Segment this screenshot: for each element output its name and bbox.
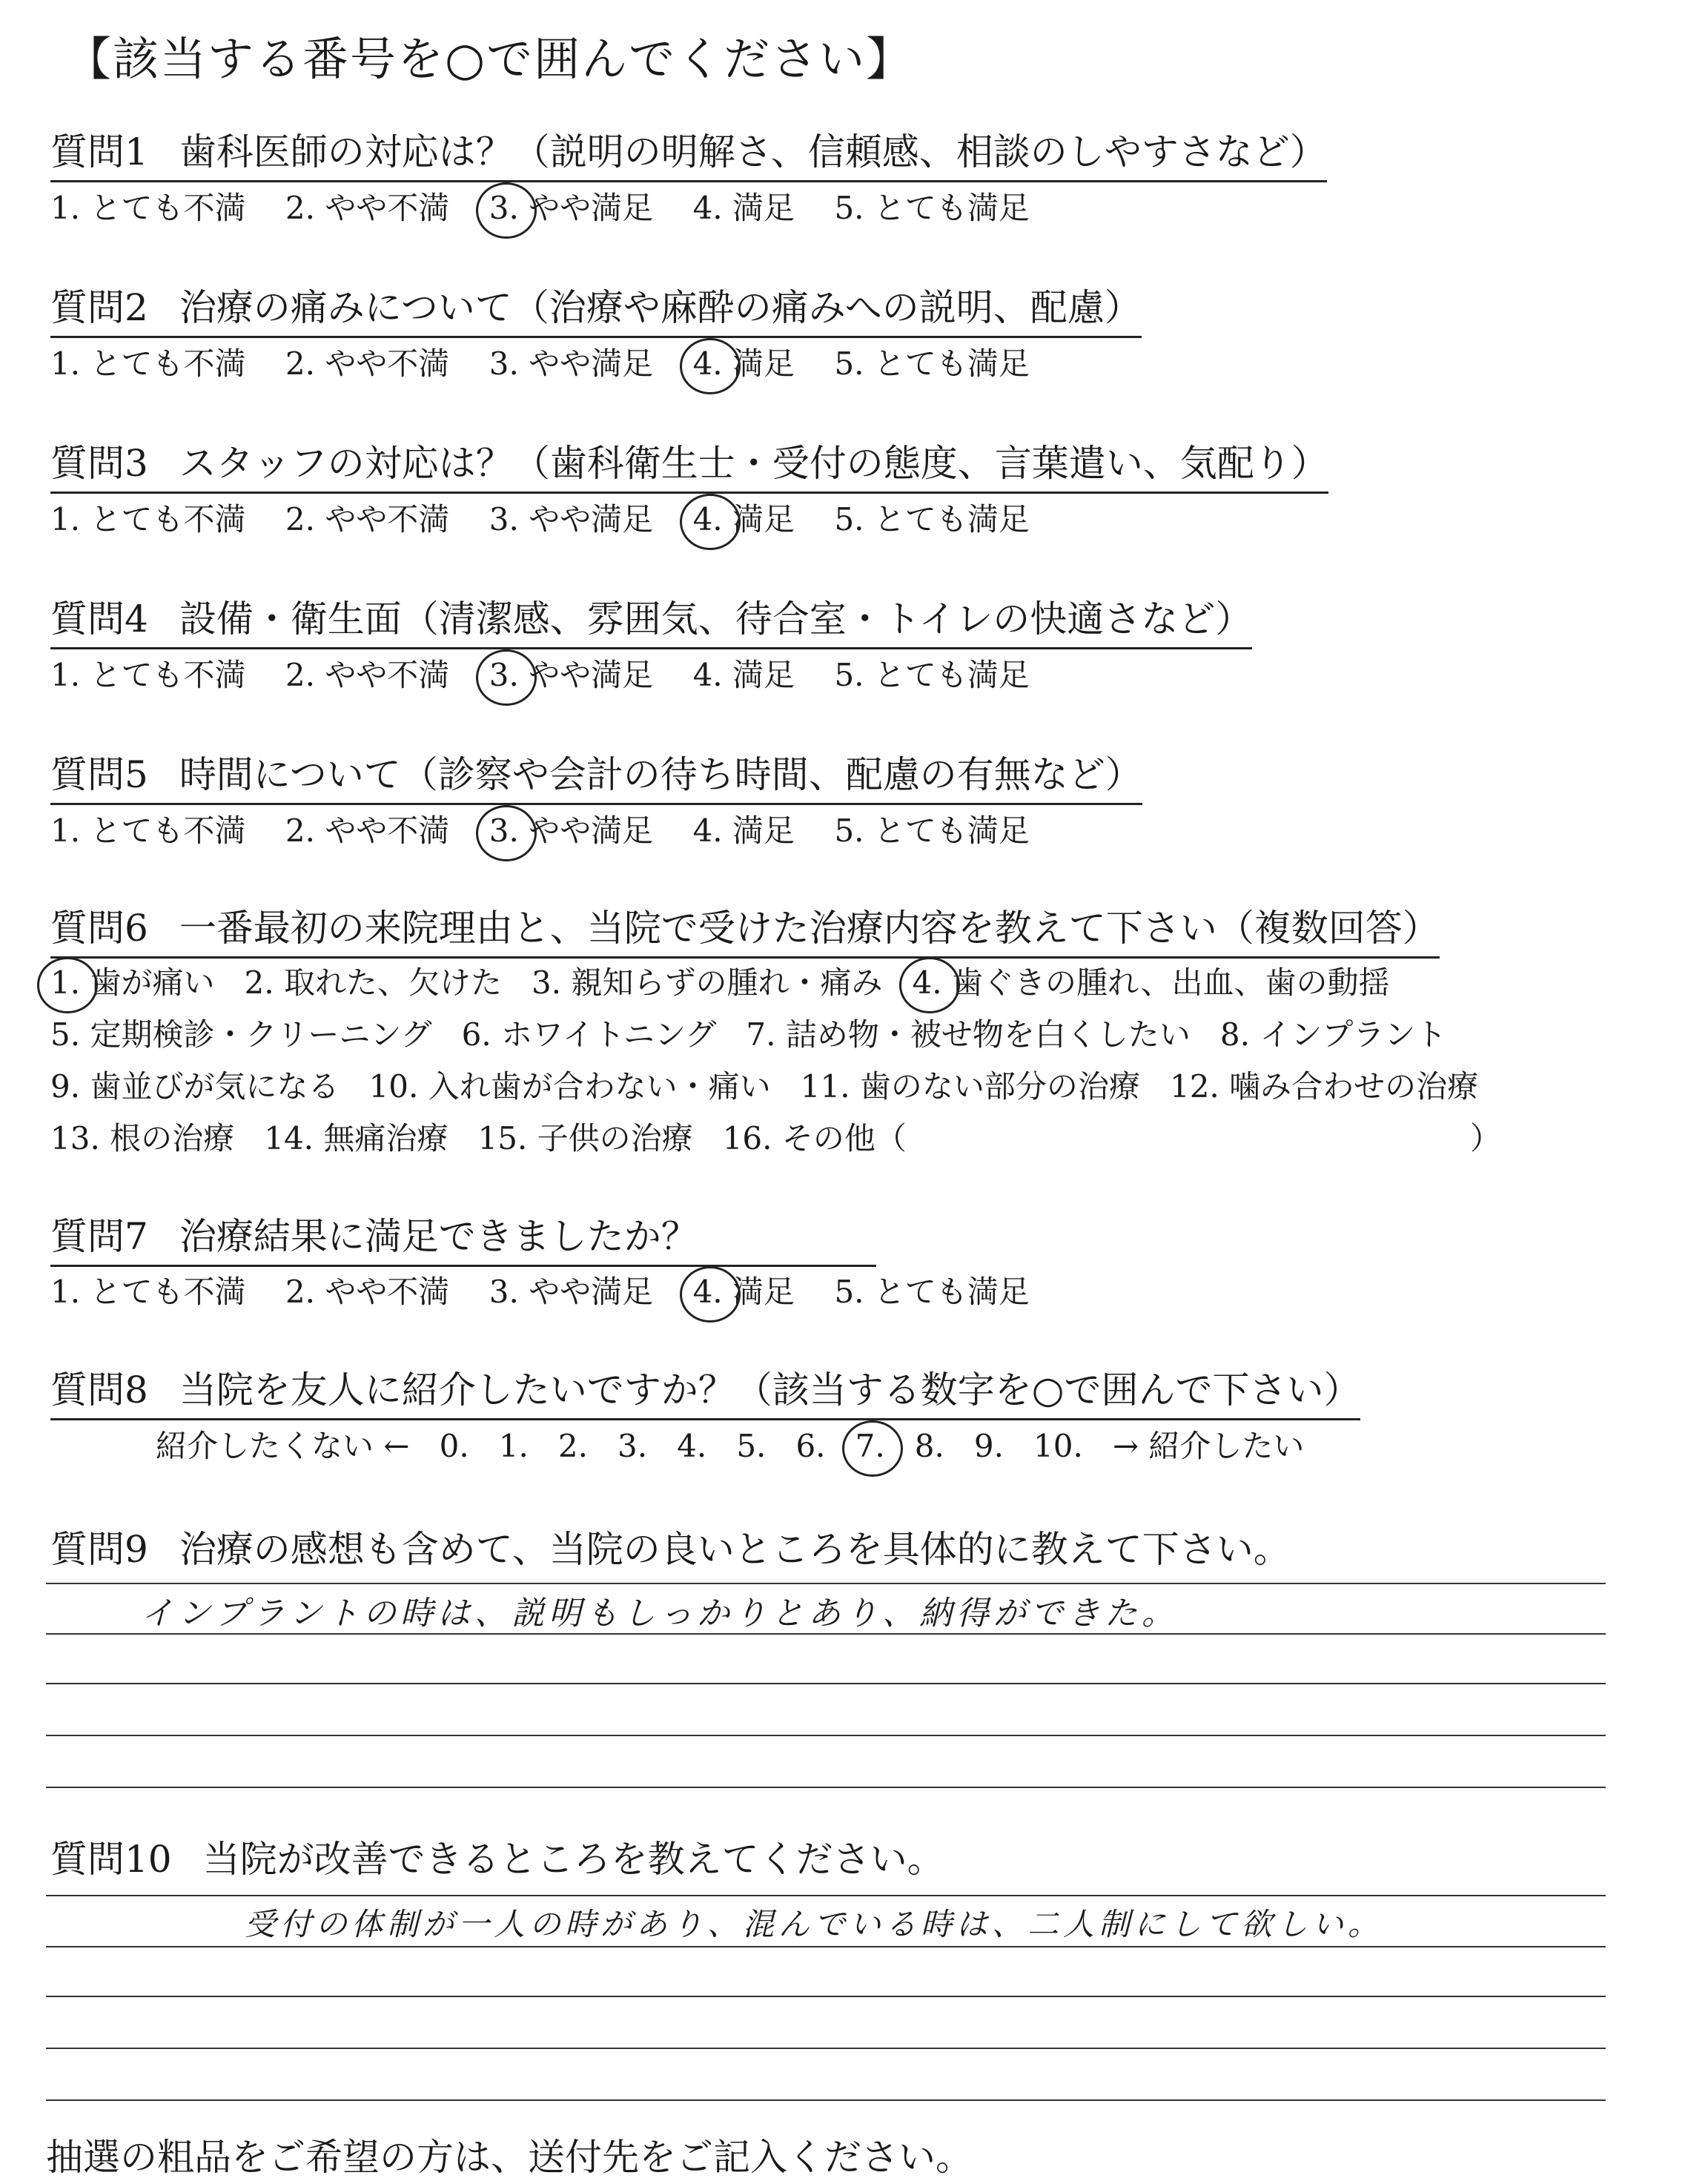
q4-options — [50, 651, 1030, 695]
option-text: やや満足 — [529, 657, 654, 693]
option-text: やや満足 — [529, 345, 654, 382]
scale-num[interactable]: 1. — [498, 1428, 529, 1464]
question-7 — [50, 1207, 876, 1267]
option-num[interactable]: 4. — [692, 657, 723, 693]
question-text: 歯科医師の対応は？（説明の明解さ、信頼感、相談のしやすさなど） — [179, 130, 1327, 173]
option-text: やや満足 — [529, 813, 654, 849]
option-num[interactable]: 2. — [285, 190, 315, 226]
option-text: 無痛治療 — [323, 1120, 448, 1156]
option-num[interactable]: 2. — [285, 813, 315, 849]
option-text: 満足 — [732, 501, 795, 537]
option-text: 詰め物・被せ物を白くしたい — [785, 1016, 1191, 1053]
option-num[interactable]: 8. — [1219, 1016, 1250, 1053]
option-num[interactable]: 5. — [834, 345, 864, 382]
q10-answer[interactable]: 受付の体制が一人の時があり、混んでいる時は、二人制にして欲しい。 — [245, 1906, 1384, 1942]
option-text: とても不満 — [90, 345, 246, 382]
q5-options — [50, 807, 1030, 851]
question-label: 質問10 — [50, 1838, 172, 1881]
q8-scale — [156, 1422, 1304, 1466]
option-text: その他（ — [781, 1120, 907, 1156]
option-text: 歯ぐきの腫れ、出血、歯の動揺 — [951, 964, 1390, 1001]
q6-options-row-2 — [50, 1010, 1446, 1055]
option-text: とても不満 — [90, 1274, 246, 1310]
option-num[interactable]: 3. — [489, 501, 519, 537]
scale-num[interactable]: 6. — [795, 1428, 826, 1464]
option-text: 定期検診・クリーニング — [90, 1016, 432, 1053]
option-text: とても満足 — [873, 501, 1030, 537]
option-num[interactable]: 12. — [1169, 1068, 1219, 1105]
option-num[interactable]: 14. — [264, 1120, 314, 1156]
answer-line — [46, 2048, 1606, 2049]
option-num[interactable]: 5. — [834, 813, 864, 849]
question-label: 質問7 — [50, 1215, 148, 1258]
option-num[interactable]: 3. — [532, 964, 562, 1001]
option-text: やや満足 — [529, 190, 654, 226]
question-text: 治療結果に満足できましたか？ — [179, 1215, 698, 1258]
question-label: 質問4 — [50, 598, 148, 641]
q6-options-row-3 — [50, 1062, 1478, 1107]
option-text: 入れ歯が合わない・痛い — [428, 1068, 771, 1105]
option-text: 歯が痛い — [90, 964, 215, 1001]
option-num[interactable]: 15. — [477, 1120, 528, 1156]
question-label: 質問8 — [50, 1368, 148, 1411]
option-num[interactable]: 9. — [50, 1068, 81, 1105]
option-num[interactable]: 6. — [461, 1016, 491, 1053]
question-text: 治療の痛みについて（治療や麻酔の痛みへの説明、配慮） — [179, 286, 1142, 329]
option-num-selected[interactable]: 4. — [692, 501, 723, 537]
page-title: 【該当する番号を○で囲んでください】 — [65, 32, 914, 86]
option-num-selected[interactable]: 4. — [692, 1274, 723, 1310]
q9-answer[interactable]: インプラントの時は、説明もしっかりとあり、納得ができた。 — [141, 1595, 1179, 1632]
option-num[interactable]: 10. — [368, 1068, 419, 1105]
option-num-selected[interactable]: 4. — [692, 345, 723, 382]
option-num[interactable]: 5. — [834, 501, 864, 537]
question-label: 質問9 — [50, 1528, 148, 1571]
option-num[interactable]: 2. — [244, 964, 274, 1001]
option-text: 満足 — [732, 345, 795, 382]
option-num[interactable]: 2. — [285, 657, 315, 693]
option-num-selected[interactable]: 3. — [489, 190, 519, 226]
scale-num[interactable]: 0. — [439, 1428, 469, 1464]
scale-right-label: → 紹介したい — [1112, 1428, 1305, 1464]
option-text: とても満足 — [873, 1274, 1030, 1310]
answer-line — [46, 1895, 1606, 1896]
answer-line — [46, 1633, 1606, 1635]
option-num[interactable]: 5. — [834, 190, 864, 226]
option-text: とても不満 — [90, 657, 246, 693]
question-text: 一番最初の来院理由と、当院で受けた治療内容を教えて下さい（複数回答） — [179, 907, 1440, 950]
scale-left-label: 紹介したくない ← — [156, 1428, 410, 1464]
option-num[interactable]: 1. — [50, 657, 81, 693]
option-text: 親知らずの腫れ・痛み — [571, 964, 883, 1001]
q2-options — [50, 340, 1030, 384]
option-text: やや満足 — [529, 501, 654, 537]
question-2 — [50, 278, 1142, 338]
footer-note: 抽選の粗品をご希望の方は、送付先をご記入ください。 — [46, 2136, 973, 2179]
option-text: インプラント — [1260, 1016, 1447, 1053]
scale-num[interactable]: 4. — [677, 1428, 707, 1464]
option-num-selected[interactable]: 1. — [50, 964, 81, 1001]
scale-num[interactable]: 3. — [618, 1428, 648, 1464]
question-10 — [50, 1830, 944, 1883]
option-text: 歯のない部分の治療 — [859, 1068, 1140, 1105]
q1-options — [50, 184, 1030, 228]
option-num-selected[interactable]: 3. — [489, 813, 519, 849]
question-5 — [50, 745, 1142, 805]
option-num[interactable]: 11. — [800, 1068, 850, 1105]
option-text: 取れた、欠けた — [283, 964, 502, 1001]
scale-num[interactable]: 9. — [973, 1428, 1004, 1464]
option-num-selected[interactable]: 4. — [912, 964, 942, 1001]
option-num[interactable]: 3. — [489, 1274, 519, 1310]
option-num[interactable]: 1. — [50, 501, 81, 537]
option-text: とても満足 — [873, 345, 1030, 382]
option-num[interactable]: 1. — [50, 345, 81, 382]
answer-line — [46, 1946, 1606, 1947]
q7-options — [50, 1268, 1030, 1312]
option-text: やや不満 — [325, 345, 450, 382]
question-label: 質問2 — [50, 286, 148, 329]
option-text: 子供の治療 — [537, 1120, 693, 1156]
question-6 — [50, 898, 1440, 959]
option-num-selected[interactable]: 3. — [489, 657, 519, 693]
option-text: とても満足 — [873, 190, 1030, 226]
option-num[interactable]: 5. — [834, 657, 864, 693]
question-label: 質問6 — [50, 907, 148, 950]
scale-num[interactable]: 8. — [914, 1428, 944, 1464]
question-4 — [50, 589, 1252, 649]
option-num[interactable]: 2. — [285, 345, 315, 382]
option-text: やや満足 — [529, 1274, 654, 1310]
scale-num[interactable]: 2. — [557, 1428, 588, 1464]
question-1 — [50, 122, 1327, 182]
option-text: 満足 — [732, 190, 795, 226]
option-num[interactable]: 2. — [285, 501, 315, 537]
scale-num-selected[interactable]: 7. — [855, 1428, 885, 1464]
option-text: やや不満 — [325, 657, 450, 693]
option-num[interactable]: 4. — [692, 813, 723, 849]
answer-line — [46, 1996, 1606, 1997]
option-num[interactable]: 3. — [489, 345, 519, 382]
option-text: とても満足 — [873, 813, 1030, 849]
question-text: 設備・衛生面（清潔感、雰囲気、待合室・トイレの快適さなど） — [179, 598, 1253, 641]
option-num[interactable]: 5. — [834, 1274, 864, 1310]
question-8 — [50, 1360, 1360, 1420]
q6-options-row-1 — [50, 959, 1390, 1003]
question-text: スタッフの対応は？（歯科衛生士・受付の態度、言葉遣い、気配り） — [179, 442, 1328, 485]
scale-num[interactable]: 5. — [736, 1428, 767, 1464]
scale-num[interactable]: 10. — [1033, 1428, 1083, 1464]
option-text: やや不満 — [325, 190, 450, 226]
option-text: 根の治療 — [110, 1120, 235, 1156]
option-num[interactable]: 5. — [50, 1016, 81, 1053]
question-text: 当院を友人に紹介したいですか？（該当する数字を○で囲んで下さい） — [179, 1368, 1361, 1411]
option-text: とても不満 — [90, 501, 246, 537]
answer-line — [46, 1787, 1606, 1788]
question-label: 質問1 — [50, 130, 148, 173]
option-text: 噛み合わせの治療 — [1229, 1068, 1479, 1105]
answer-line — [46, 2099, 1606, 2101]
option-num[interactable]: 7. — [746, 1016, 776, 1053]
option-num[interactable]: 13. — [50, 1120, 100, 1156]
option-num[interactable]: 4. — [692, 190, 723, 226]
question-text: 当院が改善できるところを教えてください。 — [202, 1838, 944, 1881]
option-text: とても不満 — [90, 813, 246, 849]
question-9 — [50, 1520, 1291, 1573]
answer-line — [46, 1735, 1606, 1736]
question-text: 治療の感想も含めて、当院の良いところを具体的に教えて下さい。 — [179, 1528, 1291, 1571]
question-text: 時間について（診察や会計の待ち時間、配慮の有無など） — [179, 753, 1142, 796]
option-num[interactable]: 1. — [50, 190, 81, 226]
option-text: やや不満 — [325, 1274, 450, 1310]
option-text: 歯並びが気になる — [90, 1068, 340, 1105]
answer-line — [46, 1683, 1606, 1684]
option-text: とても不満 — [90, 190, 246, 226]
option-num[interactable]: 1. — [50, 813, 81, 849]
q6-options-row-4 — [50, 1114, 1501, 1159]
option-text: とても満足 — [873, 657, 1030, 693]
option-text: ） — [1469, 1120, 1501, 1156]
option-text: ホワイトニング — [501, 1016, 717, 1053]
option-text: やや不満 — [325, 501, 450, 537]
option-text: 満足 — [732, 657, 795, 693]
answer-line — [46, 1583, 1606, 1584]
option-num[interactable]: 1. — [50, 1274, 81, 1310]
question-3 — [50, 434, 1328, 494]
option-num[interactable]: 2. — [285, 1274, 315, 1310]
option-text: 満足 — [732, 813, 795, 849]
question-label: 質問5 — [50, 753, 148, 796]
q3-options — [50, 495, 1030, 540]
option-text: やや不満 — [325, 813, 450, 849]
option-text: 満足 — [732, 1274, 795, 1310]
question-label: 質問3 — [50, 442, 148, 485]
option-num[interactable]: 16. — [722, 1120, 772, 1156]
